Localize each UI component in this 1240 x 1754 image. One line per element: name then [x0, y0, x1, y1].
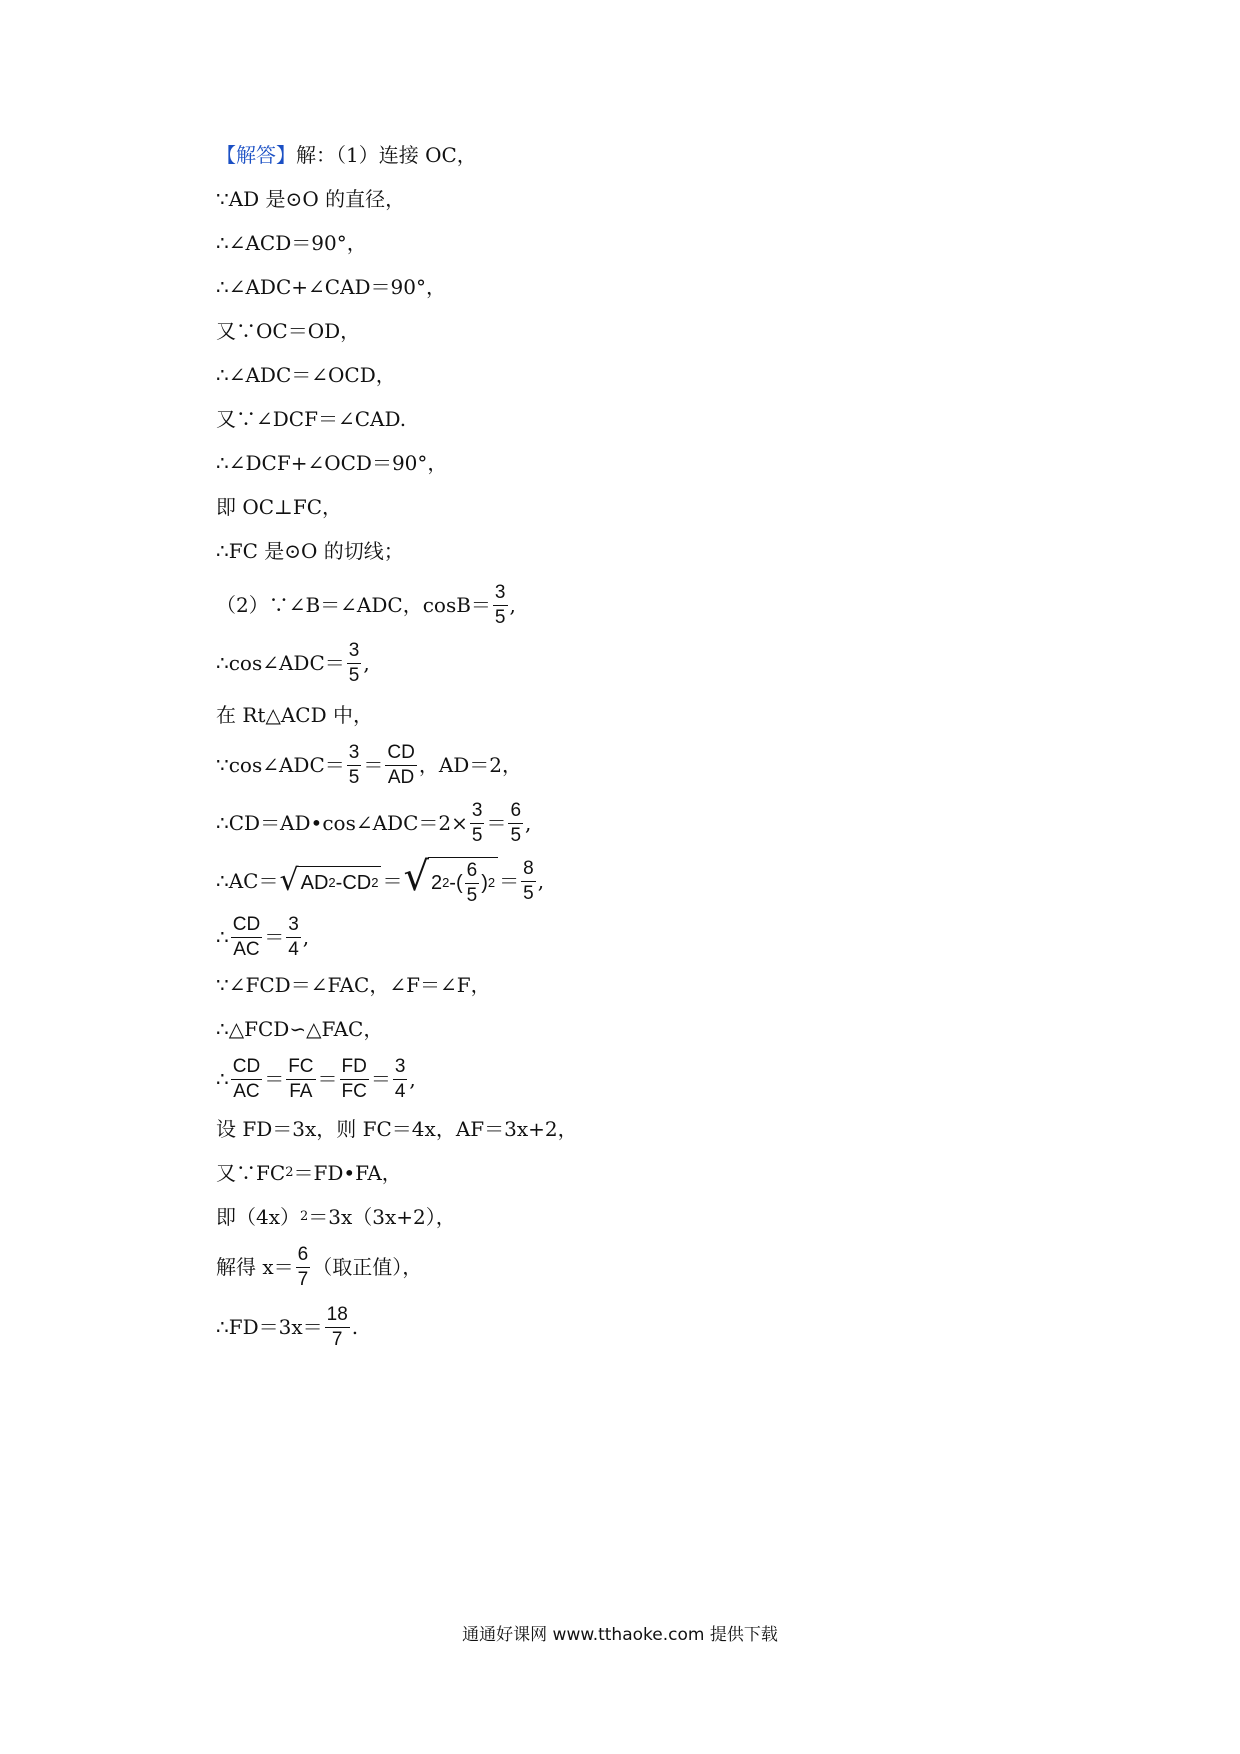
fraction-numerator: CD — [385, 743, 416, 766]
line-23-tail: ＝3x（3x+2）， — [308, 1205, 456, 1229]
fraction-numerator: 8 — [521, 859, 536, 882]
fraction-denominator: FA — [289, 1080, 313, 1102]
fraction-denominator: 5 — [348, 766, 360, 788]
fraction-cd-over-ac — [231, 915, 262, 960]
solution-line-8 — [216, 440, 447, 486]
fraction-six-fifths — [508, 801, 523, 846]
solution-line-19 — [216, 1006, 383, 1052]
solution-line-15 — [216, 800, 531, 846]
comma: , — [302, 925, 310, 949]
fraction-numerator: CD — [231, 1057, 262, 1080]
fraction-numerator: FC — [286, 1057, 315, 1080]
radicand: AD 2 - CD 2 — [298, 866, 382, 896]
line-22-text: 又∵FC — [216, 1161, 286, 1185]
fraction-three-fifths — [347, 743, 362, 788]
solution-line-18 — [216, 962, 491, 1008]
close-paren: ) — [481, 872, 488, 894]
comma: ， — [418, 753, 439, 777]
line-24-text: 解得 x＝ — [216, 1255, 294, 1279]
solution-line-4 — [216, 264, 446, 310]
equals: ＝ — [264, 925, 285, 949]
fraction-eighteen-sevenths — [325, 1305, 350, 1350]
solution-line-7 — [216, 396, 406, 442]
solution-line-12 — [216, 640, 370, 686]
comma: , — [409, 1067, 416, 1091]
solution-line-6 — [216, 352, 396, 398]
line-14-text: ∵cos∠ADC＝ — [216, 753, 345, 777]
fraction-denominator: 5 — [471, 824, 483, 846]
fraction-three-fourths — [286, 915, 301, 960]
line-13-text: 在 Rt△ACD 中， — [216, 703, 373, 727]
line-7-text: 又∵∠DCF＝∠CAD. — [216, 407, 407, 431]
fraction-denominator: 7 — [297, 1268, 309, 1290]
page-footer: 通通好课网 www.tthaoke.com 提供下载 — [462, 1625, 778, 1645]
fraction-denominator: 5 — [348, 664, 360, 686]
solution-line-1 — [216, 132, 477, 178]
line-23-text: 即（4x） — [216, 1205, 301, 1229]
solution-line-10 — [216, 528, 404, 574]
solution-line-17 — [216, 914, 309, 960]
solution-line-9 — [216, 484, 342, 530]
radicand: 2 2 - ( $\frac{6}{5}$ ) 2 — [428, 857, 498, 906]
solution-line-20 — [216, 1056, 416, 1102]
solution-line-21 — [216, 1106, 578, 1152]
fraction-numerator: 6 — [296, 1245, 311, 1268]
solution-line-24 — [216, 1244, 422, 1290]
fraction-denominator: 5 — [466, 884, 478, 906]
solution-line-3 — [216, 220, 367, 266]
fraction-denominator: 7 — [331, 1328, 343, 1350]
fraction-six-sevenths — [296, 1245, 311, 1290]
line-11-text: （2）∵∠B＝∠ADC，cosB＝ — [216, 593, 491, 617]
ad-equals-2: AD＝2， — [438, 753, 523, 777]
base-two: 2 — [430, 872, 443, 894]
fraction-denominator: FC — [341, 1080, 367, 1102]
comma: , — [525, 811, 532, 835]
equals: ＝ — [486, 811, 507, 835]
line-4-text: ∴∠ADC+∠CAD＝90°， — [216, 275, 447, 299]
fraction-denominator: 4 — [288, 938, 299, 960]
fraction-denominator: 5 — [523, 882, 534, 904]
fraction-three-fifths — [470, 801, 485, 846]
fraction-three-fourths — [393, 1057, 408, 1102]
radicand-cd: CD — [342, 872, 372, 894]
line-2-text: ∵AD 是⊙O 的直径， — [216, 187, 406, 211]
line-21-text: 设 FD＝3x，则 FC＝4x，AF＝3x+2， — [216, 1117, 578, 1141]
line-18-text: ∵∠FCD＝∠FAC，∠F＝∠F， — [216, 973, 491, 997]
line-5-text: 又∵OC＝OD， — [216, 319, 361, 343]
fraction-six-fifths — [465, 861, 480, 906]
solution-line-22: 又∵FC 2 ＝FD•FA， — [216, 1161, 402, 1185]
fraction-numerator: 3 — [470, 801, 485, 824]
fraction-denominator: 4 — [394, 1080, 406, 1102]
square-root-numeric — [403, 853, 498, 906]
solution-line-2 — [216, 176, 405, 222]
comma: , — [509, 593, 516, 617]
solution-line-11 — [216, 582, 516, 628]
fraction-denominator: AD — [387, 766, 415, 788]
fraction-three-fifths — [493, 583, 508, 628]
radical-sign-icon: √ — [403, 853, 429, 900]
line-16-text: ∴AC＝ — [216, 869, 279, 893]
line-25-text: ∴FD＝3x＝ — [216, 1315, 323, 1339]
solution-line-16 — [216, 853, 545, 906]
fraction-numerator: 3 — [347, 743, 362, 766]
line-9-text: 即 OC⊥FC， — [216, 495, 343, 519]
positive-note: （取正值）， — [312, 1255, 423, 1279]
fraction-numerator: 6 — [508, 801, 523, 824]
fraction-numerator: 3 — [347, 641, 362, 664]
solution-line-23: 即（4x） 2 ＝3x（3x+2）， — [216, 1205, 456, 1229]
fraction-denominator: 5 — [494, 606, 506, 628]
fraction-fc-over-fa — [286, 1057, 315, 1102]
line-10-text: ∴FC 是⊙O 的切线； — [216, 539, 404, 563]
fraction-denominator: AC — [233, 1080, 260, 1102]
line-19-text: ∴△FCD∽△FAC， — [216, 1017, 384, 1041]
solution-line-5 — [216, 308, 360, 354]
solution-line-25 — [216, 1304, 358, 1350]
fraction-numerator: 3 — [393, 1057, 408, 1080]
fraction-fd-over-fc — [340, 1057, 369, 1102]
equals: ＝ — [382, 869, 403, 893]
line-12-text: ∴cos∠ADC＝ — [216, 651, 345, 675]
solution-line-14 — [216, 742, 522, 788]
line-15-text: ∴CD＝AD•cos∠ADC＝2× — [216, 811, 468, 835]
open-paren: ( — [455, 872, 463, 894]
radicand-ad: AD — [300, 872, 329, 894]
equals: ＝ — [264, 1067, 285, 1091]
line-3-text: ∴∠ACD＝90°， — [216, 231, 367, 255]
period: . — [351, 1315, 359, 1339]
comma: , — [537, 869, 545, 893]
fraction-denominator: 5 — [510, 824, 522, 846]
fraction-cd-over-ac — [231, 1057, 262, 1102]
fraction-numerator: FD — [340, 1057, 369, 1080]
line-1-text: 解：（1）连接 OC， — [296, 143, 477, 167]
fraction-denominator: AC — [233, 938, 260, 960]
equals: ＝ — [370, 1067, 391, 1091]
fraction-numerator: 3 — [286, 915, 301, 938]
square-root-ad-cd — [279, 863, 381, 898]
line-22-tail: ＝FD•FA， — [293, 1161, 402, 1185]
equals: ＝ — [317, 1067, 338, 1091]
fraction-three-fifths — [347, 641, 362, 686]
fraction-cd-over-ad — [385, 743, 416, 788]
solution-line-13 — [216, 692, 373, 738]
line-17-text: ∴ — [216, 925, 229, 949]
equals: ＝ — [363, 753, 384, 777]
radical-sign-icon: √ — [279, 863, 299, 898]
minus: - — [335, 872, 343, 894]
fraction-numerator: CD — [231, 915, 262, 938]
equals: ＝ — [499, 869, 520, 893]
minus: - — [449, 872, 456, 894]
comma: , — [363, 651, 370, 675]
fraction-numerator: 6 — [465, 861, 480, 884]
fraction-eight-fifths — [521, 859, 536, 904]
line-6-text: ∴∠ADC＝∠OCD， — [216, 363, 396, 387]
fraction-numerator: 3 — [493, 583, 508, 606]
line-20-text: ∴ — [216, 1067, 229, 1091]
line-8-text: ∴∠DCF+∠OCD＝90°， — [216, 451, 448, 475]
answer-tag: 【解答】 — [216, 143, 296, 167]
fraction-numerator: 18 — [325, 1305, 350, 1328]
